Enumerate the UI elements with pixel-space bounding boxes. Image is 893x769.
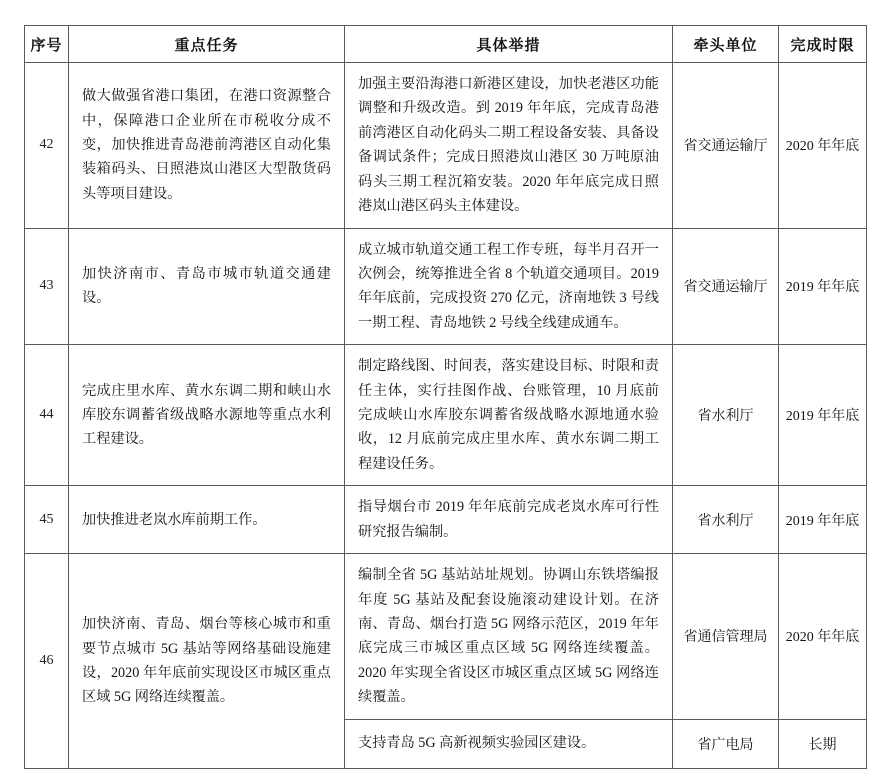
table-row <box>25 228 867 345</box>
task-table <box>24 25 867 769</box>
row-deadline: 2020 年年底 <box>779 554 867 720</box>
row-task-text: 加快济南市、青岛市城市轨道交通建设。 <box>82 265 331 307</box>
row-lead-unit: 省通信管理局 <box>673 554 779 720</box>
row-deadline: 2020 年年底 <box>779 63 867 229</box>
row-lead-unit: 省广电局 <box>673 719 779 768</box>
row-measure <box>345 719 673 768</box>
row-measure-text: 指导烟台市 2019 年年底前完成老岚水库可行性研究报告编制。 <box>358 499 659 540</box>
row-task <box>69 554 345 769</box>
row-number: 44 <box>25 345 69 486</box>
row-deadline: 2019 年年底 <box>779 345 867 486</box>
table-row <box>25 63 867 229</box>
row-measure-text: 成立城市轨道交通工程工作专班，每半月召开一次例会，统筹推进全省 8 个轨道交通项目。2019 年年底前，完成投资 270 亿元，济南地铁 3 号线一期工程、青岛地铁 2 号线全线建成通车。 <box>358 241 659 331</box>
table-row <box>25 554 867 720</box>
column-header-task: 重点任务 <box>69 26 345 63</box>
row-measure <box>345 345 673 486</box>
row-measure-text: 加强主要沿海港口新港区建设，加快老港区功能调整和升级改造。到 2019 年年底，完成青岛港前湾港区自动化码头二期工程设备安装、具备设备调试条件；完成日照港岚山港区 30 万吨原油码头三期工程沉箱安装。2020 年年底完成日照港岚山港区码头主体建设。 <box>358 76 659 215</box>
row-deadline: 2019 年年底 <box>779 228 867 345</box>
row-number: 46 <box>25 554 69 769</box>
table-body <box>25 63 867 769</box>
row-task <box>69 228 345 345</box>
column-header-no: 序号 <box>25 26 69 63</box>
row-measure <box>345 486 673 554</box>
row-task <box>69 486 345 554</box>
task-table-container <box>24 25 866 769</box>
row-measure-text: 支持青岛 5G 高新视频实验园区建设。 <box>358 735 596 752</box>
row-task-text: 加快推进老岚水库前期工作。 <box>82 511 267 528</box>
row-measure-text: 制定路线图、时间表，落实建设目标、时限和责任主体，实行挂图作战、台账管理，10 月底前完成峡山水库胶东调蓄省级战略水源地通水验收，12 月底前完成庄里水库、黄水东调二期工程建设任务。 <box>358 358 659 472</box>
column-header-measure: 具体举措 <box>345 26 673 63</box>
row-number: 45 <box>25 486 69 554</box>
column-header-deadline: 完成时限 <box>779 26 867 63</box>
column-header-unit: 牵头单位 <box>673 26 779 63</box>
row-task <box>69 345 345 486</box>
row-lead-unit: 省交通运输厅 <box>673 228 779 345</box>
row-deadline: 2019 年年底 <box>779 486 867 554</box>
row-deadline: 长期 <box>779 719 867 768</box>
row-number: 43 <box>25 228 69 345</box>
table-row <box>25 486 867 554</box>
row-measure <box>345 554 673 720</box>
row-number: 42 <box>25 63 69 229</box>
row-lead-unit: 省水利厅 <box>673 486 779 554</box>
table-header-row <box>25 26 867 63</box>
row-measure <box>345 63 673 229</box>
row-lead-unit: 省交通运输厅 <box>673 63 779 229</box>
row-measure-text: 编制全省 5G 基站站址规划。协调山东铁塔编报年度 5G 基站及配套设施滚动建设计划。在济南、青岛、烟台打造 5G 网络示范区，2019 年年底完成三市城区重点区域 5G 网络连续覆盖。2020 年实现全省设区市城区重点区域 5G 网络连续覆盖。 <box>358 567 659 706</box>
row-task-text: 加快济南、青岛、烟台等核心城市和重要节点城市 5G 基站等网络基础设施建设，2020 年年底前实现设区市城区重点区域 5G 网络连续覆盖。 <box>82 616 331 706</box>
row-measure <box>345 228 673 345</box>
table-row <box>25 345 867 486</box>
row-task <box>69 63 345 229</box>
row-task-text: 完成庄里水库、黄水东调二期和峡山水库胶东调蓄省级战略水源地等重点水利工程建设。 <box>82 382 331 448</box>
table-header <box>25 26 867 63</box>
row-lead-unit: 省水利厅 <box>673 345 779 486</box>
row-task-text: 做大做强省港口集团，在港口资源整合中，保障港口企业所在市税收分成不变，加快推进青岛港前湾港区自动化集装箱码头、日照港岚山港区大型散货码头等项目建设。 <box>82 88 331 202</box>
